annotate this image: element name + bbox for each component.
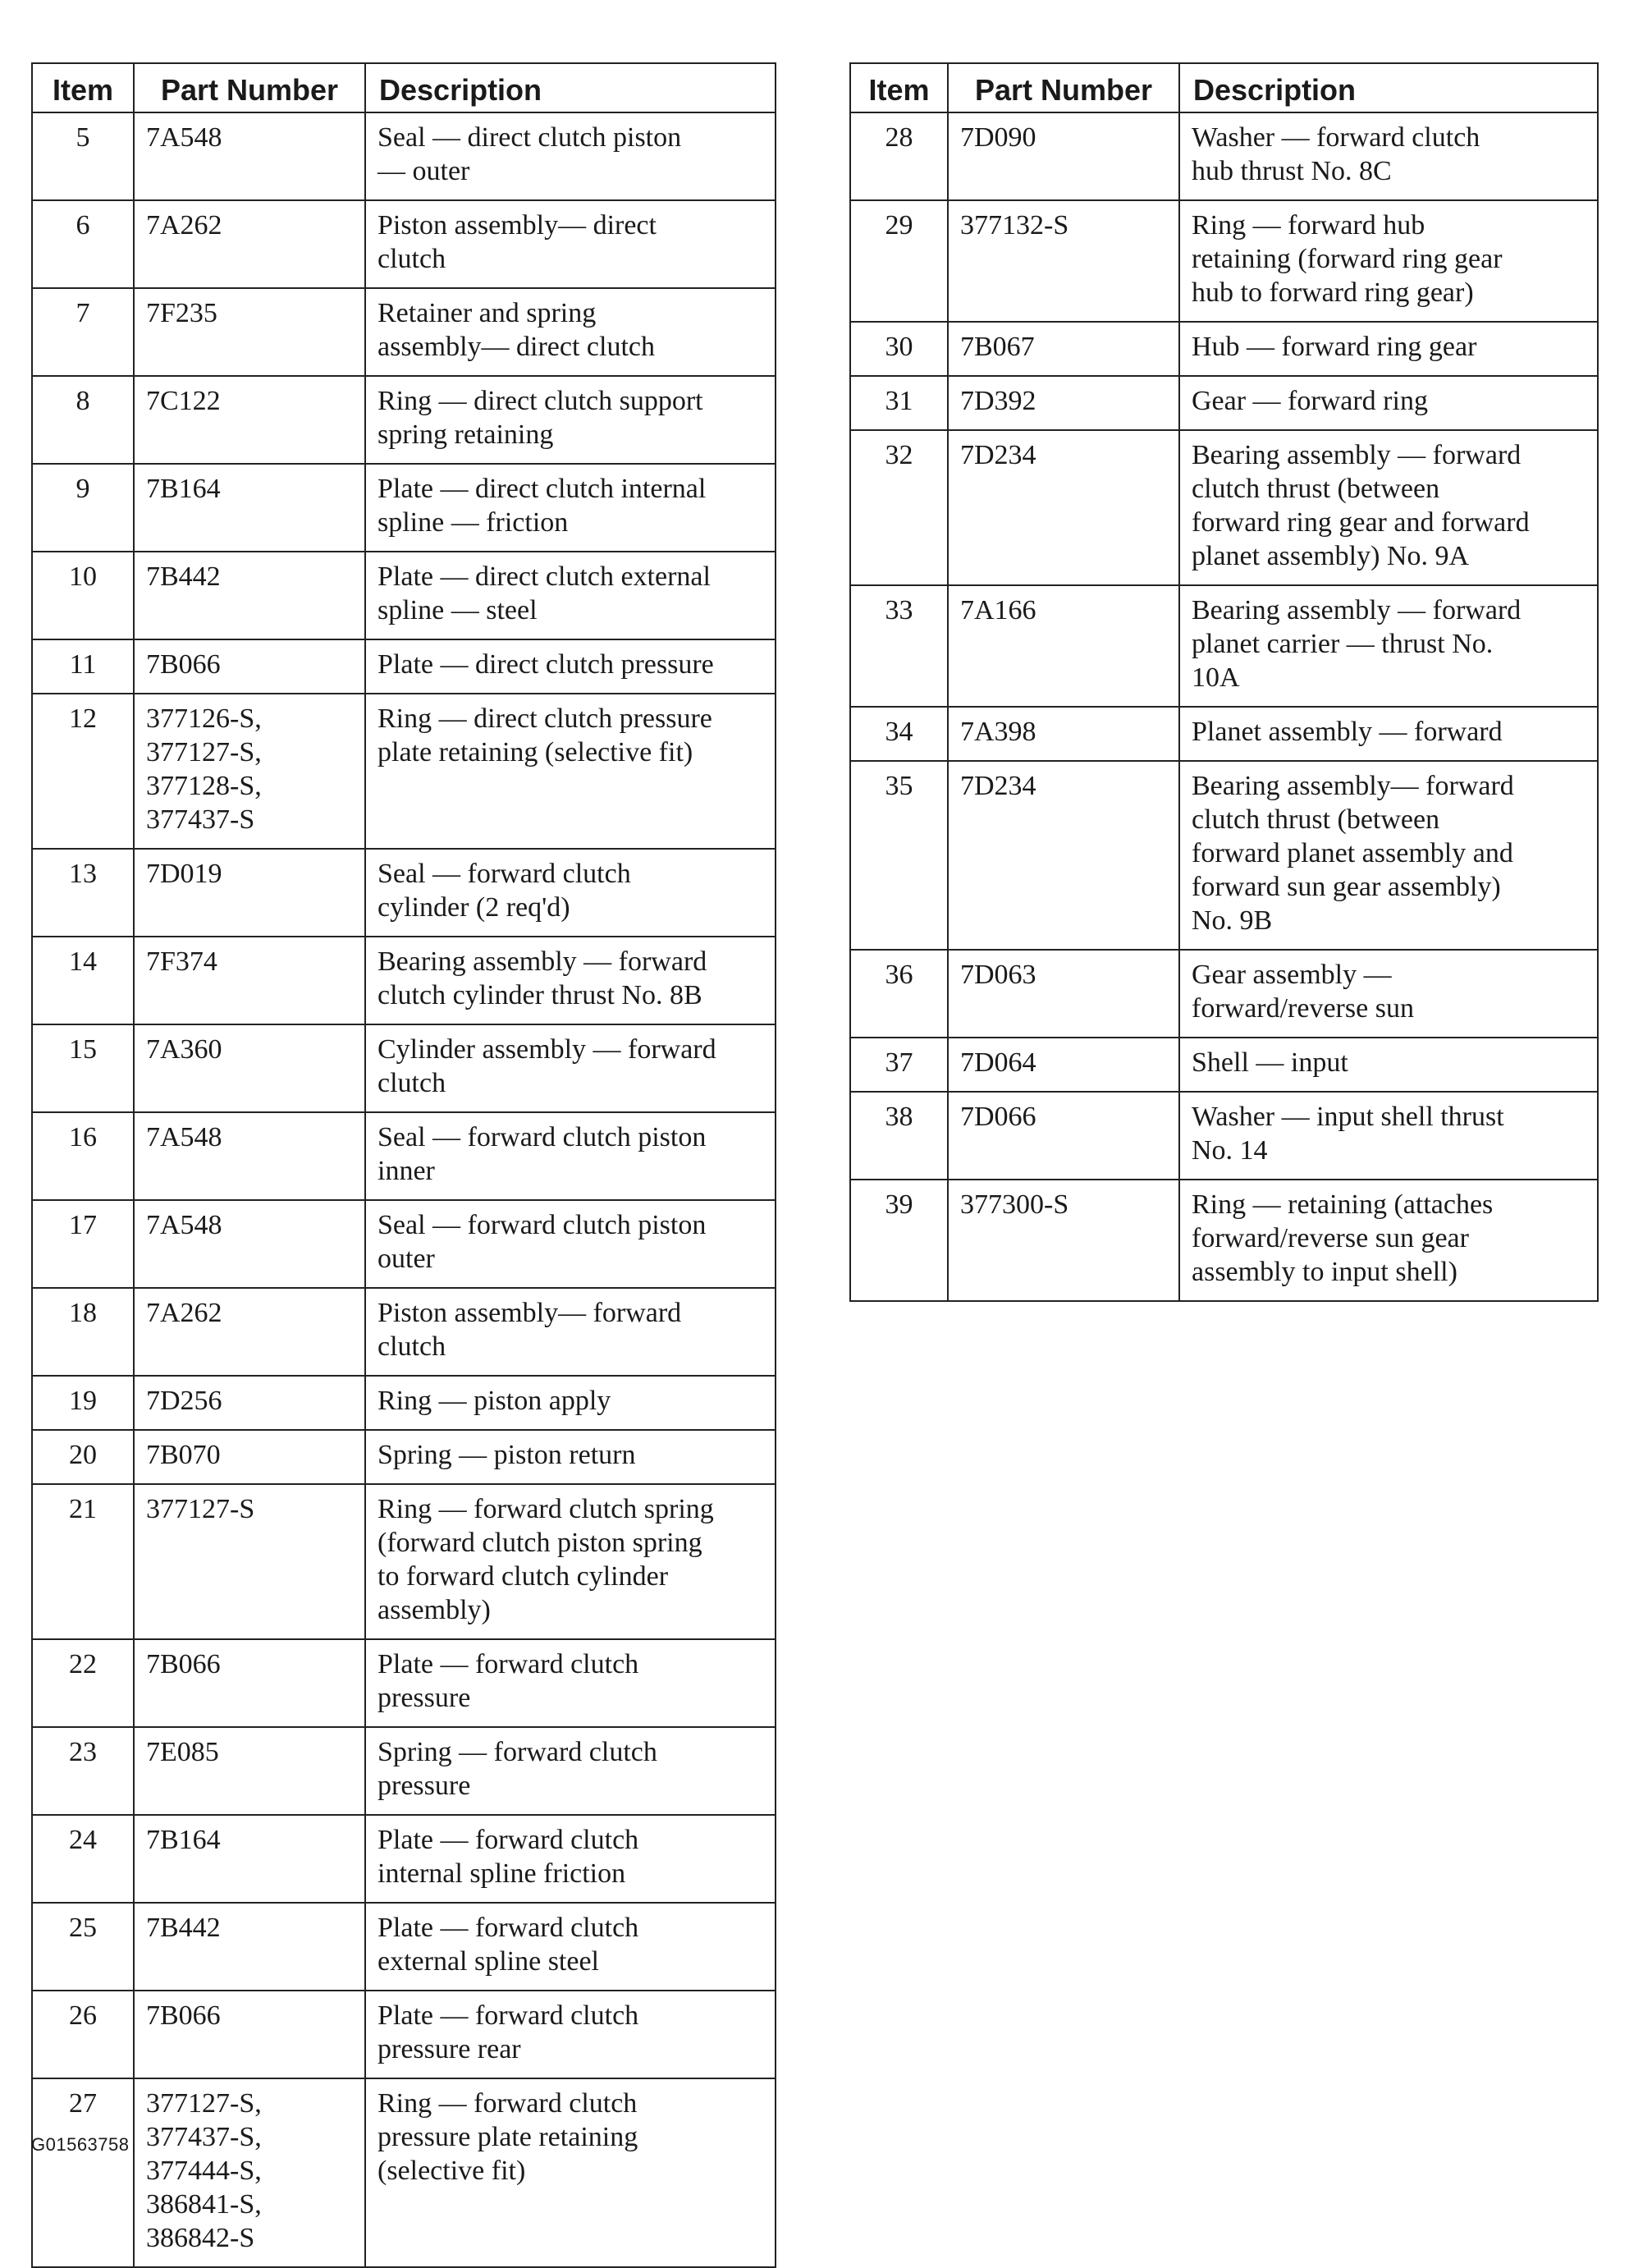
description-line: clutch [378, 244, 446, 274]
description-line: cylinder (2 req'd) [378, 892, 570, 923]
item-number: 28 [850, 112, 948, 200]
part-number-cell [948, 707, 1179, 761]
description-line: Seal — forward clutch piston [378, 1210, 707, 1240]
part-number: 7D234 [960, 440, 1036, 470]
table-row [850, 1038, 1598, 1092]
description-cell [365, 1024, 776, 1112]
description-cell [365, 1200, 776, 1288]
item-number: 7 [32, 288, 134, 376]
part-number-cell [134, 552, 365, 639]
description-cell [1179, 1092, 1598, 1180]
part-number-cell [134, 200, 365, 288]
description-line: internal spline friction [378, 1858, 626, 1889]
description-line: Washer — forward clutch [1192, 122, 1480, 153]
part-number: 7A262 [146, 1298, 222, 1328]
description-line: Ring — retaining (attaches [1192, 1189, 1494, 1220]
description-line: Ring — direct clutch pressure [378, 703, 712, 734]
part-number: 7B442 [146, 1913, 221, 1943]
description-line: forward planet assembly and [1192, 838, 1513, 868]
item-number: 37 [850, 1038, 948, 1092]
description-line: clutch thrust (between [1192, 474, 1440, 504]
item-number: 18 [32, 1288, 134, 1376]
description-line: (selective fit) [378, 2156, 526, 2186]
part-number-cell [134, 1903, 365, 1991]
table-row [32, 1376, 776, 1430]
part-number: 7B442 [146, 561, 221, 592]
description-cell [365, 1112, 776, 1200]
description-line: Seal — forward clutch [378, 859, 631, 889]
part-number-cell [134, 1024, 365, 1112]
item-number: 21 [32, 1484, 134, 1639]
description-line: Washer — input shell thrust [1192, 1102, 1504, 1132]
part-number: 377127-S, [146, 737, 262, 767]
item-number: 35 [850, 761, 948, 950]
table-row [32, 2078, 776, 2267]
description-line: forward ring gear and forward [1192, 507, 1530, 538]
part-number: 7D090 [960, 122, 1036, 153]
table-row [32, 1991, 776, 2078]
description-line: pressure plate retaining [378, 2122, 638, 2152]
description-line: to forward clutch cylinder [378, 1561, 669, 1592]
part-number-cell [134, 1430, 365, 1484]
part-number: 7A398 [960, 717, 1036, 747]
part-number: 7A360 [146, 1034, 222, 1065]
part-number: 7D392 [960, 386, 1036, 416]
figure-id: G01563758 [31, 2134, 130, 2155]
description-line: plate retaining (selective fit) [378, 737, 693, 767]
part-number-cell [948, 761, 1179, 950]
part-number-cell [948, 1092, 1179, 1180]
description-cell [365, 1639, 776, 1727]
description-cell [365, 1430, 776, 1484]
description-line: Hub — forward ring gear [1192, 332, 1477, 362]
description-cell [365, 1815, 776, 1903]
description-cell [365, 1484, 776, 1639]
description-cell [365, 694, 776, 849]
column-header-item: Item [32, 63, 134, 112]
description-cell [365, 1288, 776, 1376]
table-row [32, 1484, 776, 1639]
part-number: 377126-S, [146, 703, 262, 734]
description-cell [365, 552, 776, 639]
description-cell [365, 112, 776, 200]
description-line: Ring — forward clutch spring [378, 1494, 714, 1524]
part-number: 386841-S, [146, 2189, 262, 2220]
part-number: 377437-S [146, 804, 255, 835]
description-line: Bearing assembly — forward [378, 946, 707, 977]
part-number: 7D066 [960, 1102, 1036, 1132]
column-header-description: Description [1179, 63, 1598, 112]
part-number-cell [948, 1038, 1179, 1092]
description-line: Planet assembly — forward [1192, 717, 1503, 747]
part-number: 7A262 [146, 210, 222, 241]
description-line: Plate — forward clutch [378, 1825, 639, 1855]
description-cell [1179, 950, 1598, 1038]
part-number: 7C122 [146, 386, 221, 416]
description-line: Seal — direct clutch piston [378, 122, 682, 153]
parts-table-left [31, 62, 776, 2268]
table-row [32, 937, 776, 1024]
description-line: planet carrier — thrust No. [1192, 629, 1494, 659]
part-number: 7F374 [146, 946, 217, 977]
description-cell [365, 1991, 776, 2078]
description-line: Gear assembly — [1192, 960, 1392, 990]
part-number: 377444-S, [146, 2156, 262, 2186]
part-number: 7B066 [146, 649, 221, 680]
part-number: 7D234 [960, 771, 1036, 801]
description-line: planet assembly) No. 9A [1192, 541, 1470, 571]
part-number: 7D063 [960, 960, 1036, 990]
description-line: assembly— direct clutch [378, 332, 656, 362]
table-row [32, 1200, 776, 1288]
description-line: clutch thrust (between [1192, 804, 1440, 835]
column-header-part-number: Part Number [134, 63, 365, 112]
description-line: retaining (forward ring gear [1192, 244, 1503, 274]
description-cell [365, 1727, 776, 1815]
item-number: 15 [32, 1024, 134, 1112]
part-number: 377437-S, [146, 2122, 262, 2152]
part-number: 377127-S, [146, 2088, 262, 2119]
part-number-cell [948, 200, 1179, 322]
part-number-cell [134, 1484, 365, 1639]
table-row [32, 376, 776, 464]
item-number: 22 [32, 1639, 134, 1727]
description-line: Ring — direct clutch support [378, 386, 703, 416]
part-number-cell [134, 1288, 365, 1376]
description-line: spline — steel [378, 595, 538, 625]
description-line: Plate — direct clutch pressure [378, 649, 714, 680]
item-number: 39 [850, 1180, 948, 1301]
item-number: 24 [32, 1815, 134, 1903]
table-row [850, 322, 1598, 376]
description-line: Spring — forward clutch [378, 1737, 657, 1767]
description-line: inner [378, 1156, 435, 1186]
description-line: spline — friction [378, 507, 569, 538]
description-line: forward/reverse sun gear [1192, 1223, 1469, 1253]
description-cell [1179, 376, 1598, 430]
description-line: Bearing assembly — forward [1192, 440, 1521, 470]
description-cell [1179, 707, 1598, 761]
part-number-cell [134, 849, 365, 937]
part-number: 7A166 [960, 595, 1036, 625]
description-cell [365, 639, 776, 694]
part-number-cell [948, 430, 1179, 585]
description-line: Plate — direct clutch external [378, 561, 711, 592]
part-number: 386842-S [146, 2223, 255, 2253]
item-number: 17 [32, 1200, 134, 1288]
description-line: pressure [378, 1683, 471, 1713]
part-number-cell [134, 112, 365, 200]
part-number-cell [134, 937, 365, 1024]
description-line: external spline steel [378, 1946, 600, 1977]
description-line: — outer [378, 156, 470, 186]
table-row [32, 1112, 776, 1200]
description-line: Plate — forward clutch [378, 1649, 639, 1679]
part-number: 377132-S [960, 210, 1069, 241]
description-line: Plate — direct clutch internal [378, 474, 707, 504]
table-row [850, 707, 1598, 761]
part-number-cell [948, 950, 1179, 1038]
description-line: 10A [1192, 662, 1240, 693]
description-line: Piston assembly— forward [378, 1298, 682, 1328]
table-row [32, 464, 776, 552]
part-number-cell [134, 376, 365, 464]
description-line: clutch cylinder thrust No. 8B [378, 980, 702, 1010]
description-cell [1179, 430, 1598, 585]
item-number: 38 [850, 1092, 948, 1180]
description-line: assembly to input shell) [1192, 1257, 1457, 1287]
part-number-cell [134, 1815, 365, 1903]
table-row [850, 200, 1598, 322]
description-line: hub to forward ring gear) [1192, 277, 1474, 308]
description-line: (forward clutch piston spring [378, 1528, 702, 1558]
description-cell [1179, 761, 1598, 950]
part-number-cell [948, 1180, 1179, 1301]
item-number: 23 [32, 1727, 134, 1815]
description-line: Ring — forward hub [1192, 210, 1425, 241]
description-cell [1179, 112, 1598, 200]
description-line: pressure [378, 1771, 471, 1801]
item-number: 14 [32, 937, 134, 1024]
table-row [32, 639, 776, 694]
description-line: forward/reverse sun [1192, 993, 1414, 1024]
part-number: 7D256 [146, 1386, 222, 1416]
part-number-cell [948, 585, 1179, 707]
description-cell [1179, 1180, 1598, 1301]
description-cell [365, 464, 776, 552]
item-number: 11 [32, 639, 134, 694]
description-cell [1179, 1038, 1598, 1092]
description-line: forward sun gear assembly) [1192, 872, 1501, 902]
table-row [32, 552, 776, 639]
description-line: Retainer and spring [378, 298, 597, 328]
item-number: 32 [850, 430, 948, 585]
part-number-cell [134, 1376, 365, 1430]
description-line: assembly) [378, 1595, 491, 1625]
part-number-cell [948, 376, 1179, 430]
part-number-cell [134, 1727, 365, 1815]
item-number: 36 [850, 950, 948, 1038]
table-row [32, 1727, 776, 1815]
description-cell [1179, 322, 1598, 376]
part-number: 377128-S, [146, 771, 262, 801]
table-row [850, 950, 1598, 1038]
part-number: 7E085 [146, 1737, 219, 1767]
description-cell [365, 200, 776, 288]
parts-table-right [849, 62, 1599, 1302]
part-number-cell [948, 112, 1179, 200]
part-number: 7B164 [146, 474, 221, 504]
table-row [32, 1024, 776, 1112]
description-line: Plate — forward clutch [378, 1913, 639, 1943]
description-cell [1179, 585, 1598, 707]
item-number: 34 [850, 707, 948, 761]
part-number: 7D019 [146, 859, 222, 889]
description-cell [365, 1376, 776, 1430]
description-cell [365, 2078, 776, 2267]
description-line: Cylinder assembly — forward [378, 1034, 716, 1065]
item-number: 8 [32, 376, 134, 464]
table-row [32, 1815, 776, 1903]
part-number-cell [134, 2078, 365, 2267]
description-cell [365, 376, 776, 464]
item-number: 29 [850, 200, 948, 322]
table-row [850, 1180, 1598, 1301]
part-number: 7B066 [146, 1649, 221, 1679]
table-row [850, 376, 1598, 430]
description-line: spring retaining [378, 419, 554, 450]
description-cell [365, 288, 776, 376]
description-line: Bearing assembly— forward [1192, 771, 1514, 801]
table-row [850, 430, 1598, 585]
item-number: 27 [32, 2078, 134, 2267]
part-number-cell [134, 464, 365, 552]
description-line: Shell — input [1192, 1047, 1348, 1078]
item-number: 9 [32, 464, 134, 552]
table-row [32, 1903, 776, 1991]
item-number: 33 [850, 585, 948, 707]
description-line: Plate — forward clutch [378, 2000, 639, 2031]
part-number: 7A548 [146, 122, 222, 153]
part-number: 377300-S [960, 1189, 1069, 1220]
table-row [32, 112, 776, 200]
part-number: 7D064 [960, 1047, 1036, 1078]
column-header-part-number: Part Number [948, 63, 1179, 112]
table-row [850, 112, 1598, 200]
part-number: 7F235 [146, 298, 217, 328]
description-line: outer [378, 1244, 435, 1274]
description-cell [365, 849, 776, 937]
table-row [32, 694, 776, 849]
part-number-cell [134, 1200, 365, 1288]
item-number: 6 [32, 200, 134, 288]
table-row [32, 1430, 776, 1484]
part-number: 7B067 [960, 332, 1035, 362]
item-number: 12 [32, 694, 134, 849]
description-line: No. 9B [1192, 905, 1273, 936]
part-number-cell [134, 1112, 365, 1200]
column-header-item: Item [850, 63, 948, 112]
item-number: 30 [850, 322, 948, 376]
description-line: clutch [378, 1331, 446, 1362]
part-number-cell [134, 1991, 365, 2078]
description-cell [365, 937, 776, 1024]
description-line: Gear — forward ring [1192, 386, 1428, 416]
description-line: pressure rear [378, 2034, 521, 2064]
table-row [32, 1639, 776, 1727]
table-row [850, 761, 1598, 950]
column-header-description: Description [365, 63, 776, 112]
part-number: 7A548 [146, 1122, 222, 1152]
description-line: Piston assembly— direct [378, 210, 657, 241]
part-number: 7A548 [146, 1210, 222, 1240]
part-number: 7B066 [146, 2000, 221, 2031]
part-number-cell [134, 639, 365, 694]
table-row [32, 849, 776, 937]
table-row [850, 585, 1598, 707]
part-number-cell [134, 1639, 365, 1727]
item-number: 5 [32, 112, 134, 200]
item-number: 26 [32, 1991, 134, 2078]
part-number: 7B164 [146, 1825, 221, 1855]
item-number: 10 [32, 552, 134, 639]
description-cell [1179, 200, 1598, 322]
item-number: 19 [32, 1376, 134, 1430]
table-row [32, 1288, 776, 1376]
part-number-cell [948, 322, 1179, 376]
table-row [850, 1092, 1598, 1180]
item-number: 20 [32, 1430, 134, 1484]
header-row [850, 63, 1598, 112]
description-line: clutch [378, 1068, 446, 1098]
description-line: Ring — forward clutch [378, 2088, 638, 2119]
description-line: Ring — piston apply [378, 1386, 611, 1416]
description-cell [365, 1903, 776, 1991]
part-number-cell [134, 694, 365, 849]
table-row [32, 288, 776, 376]
part-number: 7B070 [146, 1440, 221, 1470]
description-line: Spring — piston return [378, 1440, 636, 1470]
item-number: 25 [32, 1903, 134, 1991]
description-line: Seal — forward clutch piston [378, 1122, 707, 1152]
item-number: 31 [850, 376, 948, 430]
description-line: No. 14 [1192, 1135, 1268, 1166]
description-line: hub thrust No. 8C [1192, 156, 1392, 186]
part-number-cell [134, 288, 365, 376]
header-row [32, 63, 776, 112]
item-number: 13 [32, 849, 134, 937]
table-row [32, 200, 776, 288]
part-number: 377127-S [146, 1494, 255, 1524]
item-number: 16 [32, 1112, 134, 1200]
description-line: Bearing assembly — forward [1192, 595, 1521, 625]
